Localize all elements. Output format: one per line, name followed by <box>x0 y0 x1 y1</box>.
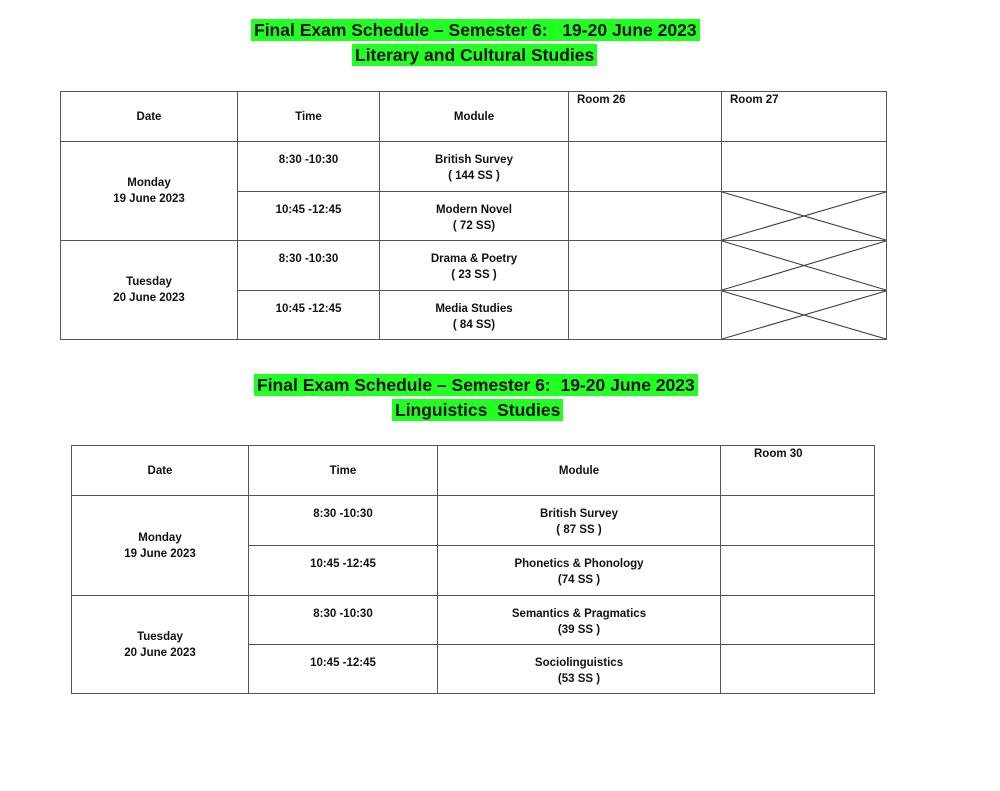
cross-out-mark <box>722 241 886 290</box>
header-module: Module <box>438 446 721 496</box>
cross-out-mark <box>722 192 886 240</box>
schedule-subtitle-1: Literary and Cultural Studies <box>352 44 597 66</box>
time-cell: 10:45 -12:45 <box>238 192 380 241</box>
time-cell: 10:45 -12:45 <box>249 546 438 596</box>
header-date: Date <box>72 446 249 496</box>
module-cell: Modern Novel ( 72 SS) <box>380 192 569 241</box>
module-cell: Semantics & Pragmatics (39 SS ) <box>438 596 721 645</box>
module-cell: British Survey ( 144 SS ) <box>380 142 569 192</box>
exam-table-literary <box>60 91 887 340</box>
room-26-cell <box>569 291 722 339</box>
schedule-subtitle-2: Linguistics Studies <box>392 399 563 421</box>
day-cell-monday: Monday 19 June 2023 <box>61 142 238 241</box>
header-room-30: Room 30 <box>721 446 874 496</box>
header-module: Module <box>380 92 569 142</box>
room-27-crossed-cell <box>722 192 886 241</box>
time-cell: 8:30 -10:30 <box>238 241 380 291</box>
header-room-27: Room 27 <box>722 92 886 142</box>
room-26-cell <box>569 142 722 192</box>
room-30-cell <box>721 596 874 645</box>
room-27-crossed-cell <box>722 241 886 291</box>
room-26-cell <box>569 241 722 291</box>
room-26-cell <box>569 192 722 241</box>
schedule-title-1: Final Exam Schedule – Semester 6: 19-20 June 2023 <box>251 19 700 41</box>
room-30-cell <box>721 546 874 596</box>
room-30-cell <box>721 645 874 693</box>
time-cell: 8:30 -10:30 <box>238 142 380 192</box>
exam-table-linguistics <box>71 445 875 694</box>
module-cell: Drama & Poetry ( 23 SS ) <box>380 241 569 291</box>
day-cell-tuesday: Tuesday 20 June 2023 <box>72 596 249 693</box>
room-27-cell <box>722 142 886 192</box>
day-cell-tuesday: Tuesday 20 June 2023 <box>61 241 238 339</box>
time-cell: 10:45 -12:45 <box>249 645 438 693</box>
header-date: Date <box>61 92 238 142</box>
day-cell-monday: Monday 19 June 2023 <box>72 496 249 596</box>
module-cell: British Survey ( 87 SS ) <box>438 496 721 546</box>
module-cell: Media Studies ( 84 SS) <box>380 291 569 339</box>
time-cell: 8:30 -10:30 <box>249 496 438 546</box>
schedule-title-2: Final Exam Schedule – Semester 6: 19-20 June 2023 <box>254 374 698 396</box>
header-time: Time <box>249 446 438 496</box>
time-cell: 10:45 -12:45 <box>238 291 380 339</box>
header-time: Time <box>238 92 380 142</box>
header-room-26: Room 26 <box>569 92 722 142</box>
cross-out-mark <box>722 291 886 339</box>
room-30-cell <box>721 496 874 546</box>
room-27-crossed-cell <box>722 291 886 339</box>
module-cell: Sociolinguistics (53 SS ) <box>438 645 721 693</box>
module-cell: Phonetics & Phonology (74 SS ) <box>438 546 721 596</box>
time-cell: 8:30 -10:30 <box>249 596 438 645</box>
